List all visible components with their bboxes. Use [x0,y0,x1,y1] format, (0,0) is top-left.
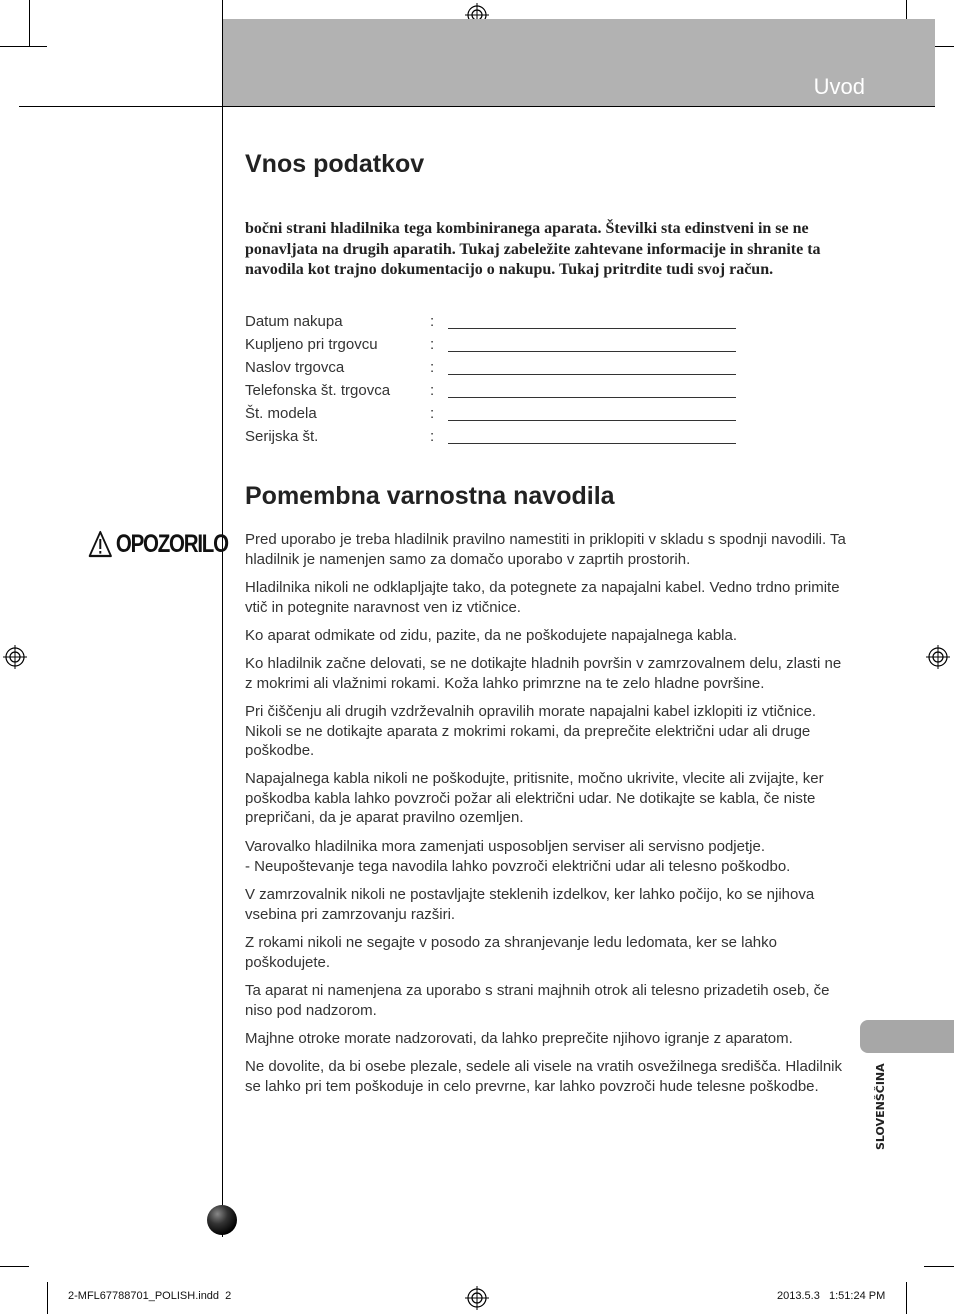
crop-mark [47,1282,48,1314]
divider [19,106,222,107]
footer-filename: 2-MFL67788701_POLISH.indd [68,1290,220,1302]
safety-paragraph: Napajalnega kabla nikoli ne poškodujte, pritisnite, močno ukrivite, vlecite ali zvijajte, ker poškodba kabla lahko povzroči požar ali električni udar. Ne dotikajte se kabla, če niste prepričani, da je aparat pravilno ozemljen. [245,770,824,827]
form-row-serial [245,428,745,451]
field-colon: : [430,405,435,422]
safety-paragraph: Ta aparat ni namenjena za uporabo s strani majhnih otrok ali telesno prizadetih oseb, če niso pod nadzorom. [245,982,830,1019]
divider [222,106,935,107]
field-label: Naslov trgovca [245,359,345,376]
data-entry-title: Vnos podatkov [245,150,425,178]
safety-paragraph: Pred uporabo je treba hladilnik pravilno namestiti in priklopiti v skladu s spodnji navodili. Ta hladilnik je namenjen samo za domačo uporabo v zaprtih prostorih. [245,531,846,568]
footer-file [68,1290,231,1302]
safety-paragraph: Z rokami nikoli ne segajte v posodo za shranjevanje ledu ledomata, ker se lahko poškodujete. [245,934,777,971]
fill-in-line[interactable] [448,351,736,352]
field-colon: : [430,336,435,353]
crop-mark [0,1266,29,1267]
form-row-dealer-phone [245,382,745,405]
form-row-dealer-address [245,359,745,382]
fill-in-line[interactable] [448,328,736,329]
fill-in-line[interactable] [448,397,736,398]
field-colon: : [430,313,435,330]
safety-title: Pomembna varnostna navodila [245,482,615,510]
field-label: Datum nakupa [245,313,343,330]
field-colon: : [430,359,435,376]
page-marker-ball [207,1205,237,1235]
crop-mark [924,1266,954,1267]
warning-label [88,528,228,560]
field-label: Kupljeno pri trgovcu [245,336,378,353]
fill-in-line[interactable] [448,420,736,421]
form-row-purchase-date [245,313,745,336]
safety-paragraph: Ko aparat odmikate od zidu, pazite, da ne poškodujete napajalnega kabla. [245,627,738,644]
field-label: Št. modela [245,405,317,422]
registration-mark-icon [3,645,27,669]
form-row-dealer [245,336,745,359]
field-colon: : [430,428,435,445]
fill-in-line[interactable] [448,443,736,444]
safety-paragraph: Ko hladilnik začne delovati, se ne dotikajte hladnih površin v zamrzovalnem delu, zlasti ne z mokrimi ali vlažnimi rokami. Koža lahko primrzne na te zelo hladne površine. [245,655,842,692]
margin-rule [222,19,223,1237]
safety-paragraph: V zamrzovalnik nikoli ne postavljajte steklenih izdelkov, ker lahko počijo, ko se njihova vsebina pri zamrzovanju razširi. [245,886,815,923]
field-colon: : [430,382,435,399]
section-label: Uvod [813,74,865,99]
crop-mark [0,46,47,47]
footer-date: 2013.5.3 [777,1290,820,1302]
crop-mark [29,0,30,47]
field-label: Telefonska št. trgovca [245,382,391,399]
safety-paragraph: Majhne otroke morate nadzorovati, da lahko preprečite njihovo igranje z aparatom. [245,1030,793,1047]
field-label: Serijska št. [245,428,319,445]
language-label: SLOVENŠČINA [874,1063,887,1150]
footer-timestamp [777,1290,885,1302]
form-row-model [245,405,745,428]
data-entry-intro: bočni strani hladilnika tega kombiniranega aparata. Številki sta edinstveni in se ne ponavljata na drugih aparatih. Tukaj zabeležite zahtevane informacije in shranite ta navodila kot trajno dokumentacijo o nakupu. Tukaj pritrdite tudi svoj račun. [245,220,821,278]
warning-label-text: OPOZORILO [115,529,228,558]
safety-paragraph: Hladilnika nikoli ne odklapljajte tako, da potegnete za napajalni kabel. Vedno trdno primite vtič in potegnite naravnost ven iz vtičnice. [245,579,840,616]
safety-paragraph: Pri čiščenju ali drugih vzdrževalnih opravilih morate napajalni kabel izklopiti iz vtičnice. Nikoli se ne dotikajte aparata z mokrimi rokami, da preprečite električni udar ali druge poškodbe. [245,703,817,760]
registration-mark-icon [465,1286,489,1310]
safety-paragraph: Varovalko hladilnika mora zamenjati usposobljen serviser ali servisno podjetje. - Neupoštevanje tega navodila lahko povzroči električni udar ali telesno poškodbo. [245,838,791,875]
safety-paragraph: Ne dovolite, da bi osebe plezale, sedele ali visele na vratih osvežilnega središča. Hladilnik se lahko pri tem poškoduje in celo prevrne, kar lahko povzroči hude telesne poškodbe. [245,1058,843,1095]
warning-triangle-icon [88,530,113,558]
crop-mark [222,0,223,19]
footer-page: 2 [225,1290,232,1302]
registration-mark-icon [926,645,950,669]
fill-in-line[interactable] [448,374,736,375]
language-tab [860,1020,954,1053]
footer-time: 1:51:24 PM [829,1290,886,1302]
crop-mark [906,1282,907,1314]
